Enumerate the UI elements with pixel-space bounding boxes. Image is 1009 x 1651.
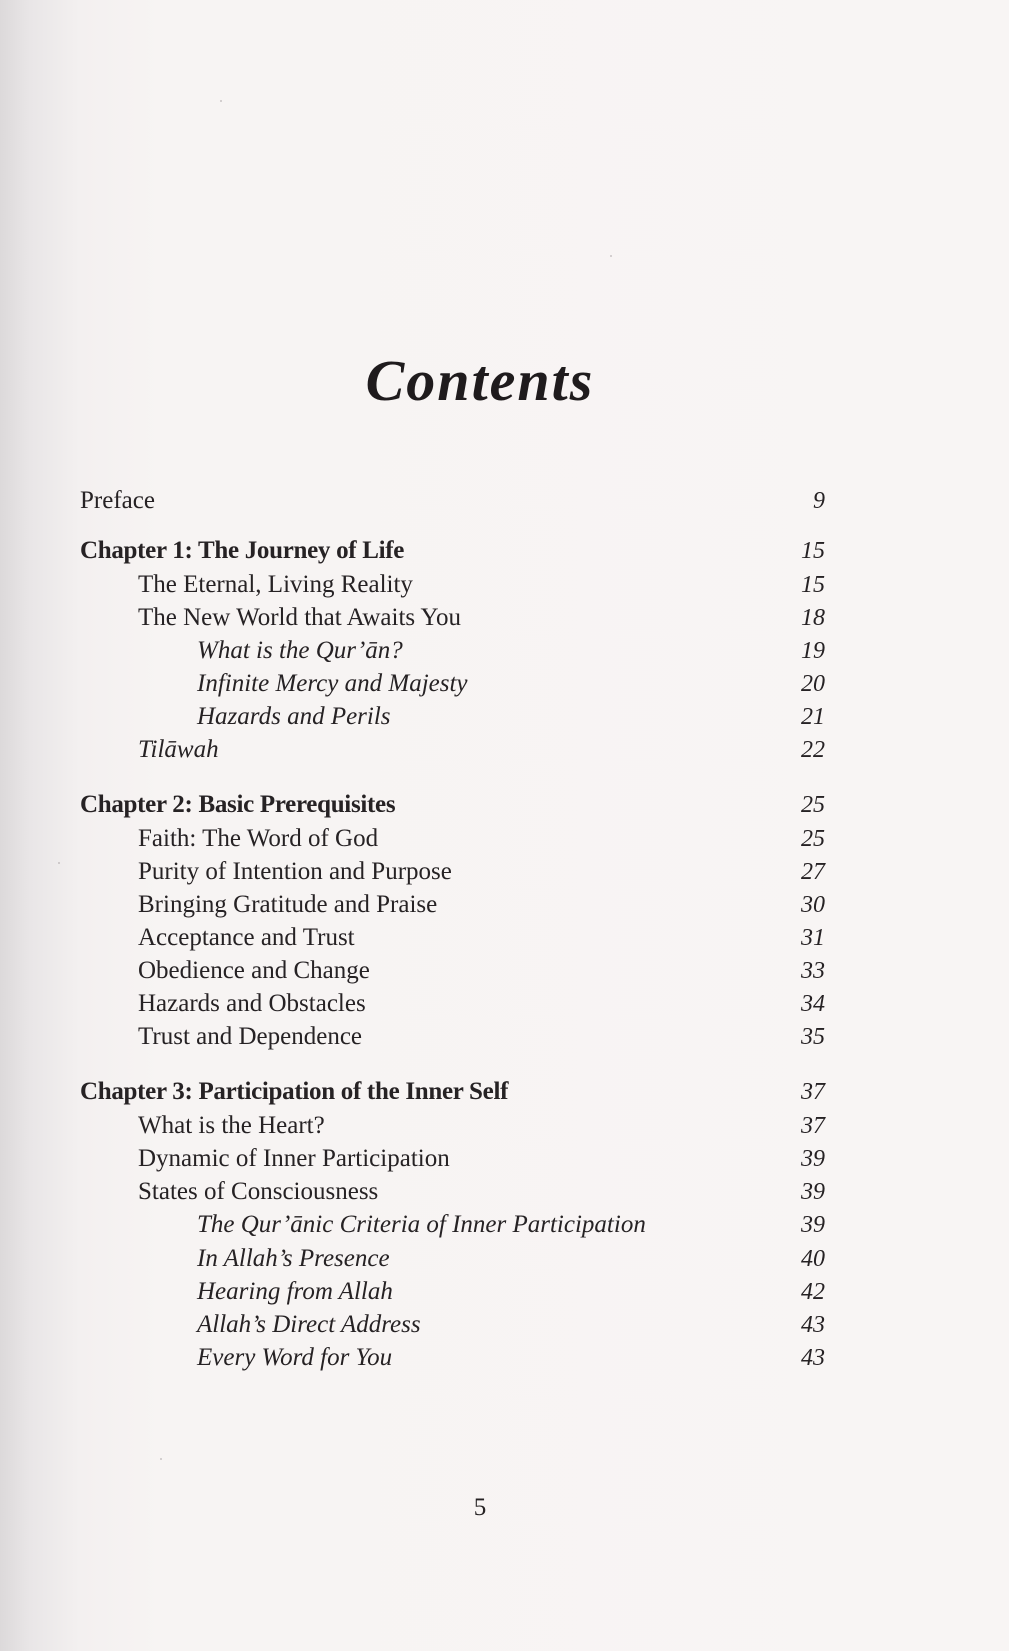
toc-entry-page: 22 <box>801 737 825 763</box>
toc-entry-page: 39 <box>801 1212 825 1238</box>
toc-entry-page: 25 <box>801 792 825 818</box>
toc-entry-title: Acceptance and Trust <box>138 924 355 951</box>
toc-entry-subsection[interactable] <box>197 700 825 734</box>
toc-entry-title: Hazards and Perils <box>197 703 391 730</box>
toc-entry-title: What is the Qur’ān? <box>197 637 403 664</box>
toc-entry-title: Hearing from Allah <box>197 1278 393 1305</box>
toc-entry-section[interactable] <box>138 888 825 922</box>
toc-entry-subsection[interactable] <box>197 1275 825 1309</box>
toc-entry-page: 20 <box>801 671 825 697</box>
toc-entry-page: 21 <box>801 704 825 730</box>
toc-entry-page: 9 <box>813 488 825 514</box>
toc-entry-title: Chapter 2: Basic Prerequisites <box>80 791 396 818</box>
toc-entry-title: Allah’s Direct Address <box>197 1311 421 1338</box>
toc-entry-section[interactable] <box>138 855 825 889</box>
toc-entry-subsection[interactable] <box>197 1308 825 1342</box>
toc-entry-title: Obedience and Change <box>138 957 370 984</box>
toc-entry-page: 33 <box>801 958 825 984</box>
toc-entry-page: 37 <box>801 1079 825 1105</box>
toc-entry-title: What is the Heart? <box>138 1112 325 1139</box>
toc-entry-page: 39 <box>801 1179 825 1205</box>
toc-entry-page: 15 <box>801 572 825 598</box>
toc-entry-title: Bringing Gratitude and Praise <box>138 891 438 918</box>
toc-entry-title: States of Consciousness <box>138 1178 379 1205</box>
toc-entry-title: Chapter 1: The Journey of Life <box>80 537 405 564</box>
toc-entry-chapter[interactable] <box>80 788 825 822</box>
toc-entry-subsection[interactable] <box>197 1341 825 1375</box>
toc-entry-page: 43 <box>801 1312 825 1338</box>
toc-entry-section[interactable] <box>138 1020 825 1054</box>
toc-entry-page: 39 <box>801 1146 825 1172</box>
toc-entry-section[interactable] <box>138 822 825 856</box>
toc-entry-page: 42 <box>801 1279 825 1305</box>
toc-entry-page: 15 <box>801 538 825 564</box>
toc-entry-page: 25 <box>801 826 825 852</box>
toc-entry-title: Hazards and Obstacles <box>138 990 366 1017</box>
toc-entry-title: Tilāwah <box>138 736 219 763</box>
toc-entry-title: Faith: The Word of God <box>138 825 379 852</box>
toc-entry-section-italic[interactable] <box>138 733 825 767</box>
toc-entry-title: The Eternal, Living Reality <box>138 571 413 598</box>
toc-entry-section[interactable] <box>138 601 825 635</box>
toc-entry-section[interactable] <box>138 1109 825 1143</box>
toc-entry-title: Infinite Mercy and Majesty <box>197 670 468 697</box>
toc-entry-page: 30 <box>801 892 825 918</box>
toc-entry-page: 40 <box>801 1246 825 1272</box>
page-title: Contents <box>365 347 595 413</box>
toc-entry-subsection[interactable] <box>197 1208 825 1242</box>
toc-entry-page: 27 <box>801 859 825 885</box>
toc-entry-title: The Qur’ānic Criteria of Inner Participation <box>197 1211 646 1238</box>
toc-entry-title: Purity of Intention and Purpose <box>138 858 452 885</box>
toc-entry-page: 18 <box>801 605 825 631</box>
toc-entry-page: 35 <box>801 1024 825 1050</box>
toc-entry-section[interactable] <box>138 987 825 1021</box>
toc-entry-title: Preface <box>80 487 155 514</box>
toc-entry-section[interactable] <box>138 1175 825 1209</box>
toc-entry-section[interactable] <box>138 1142 825 1176</box>
page-number-folio: 5 <box>473 1494 487 1521</box>
toc-entry-page: 34 <box>801 991 825 1017</box>
toc-entry-page: 31 <box>801 925 825 951</box>
toc-entry-title: In Allah’s Presence <box>197 1245 390 1272</box>
toc-entry-page: 43 <box>801 1345 825 1371</box>
toc-entry-section[interactable] <box>138 954 825 988</box>
toc-entry-front[interactable] <box>80 484 825 518</box>
toc-entry-title: The New World that Awaits You <box>138 604 461 631</box>
toc-entry-subsection[interactable] <box>197 667 825 701</box>
toc-entry-page: 37 <box>801 1113 825 1139</box>
toc-entry-subsection[interactable] <box>197 1242 825 1276</box>
toc-entry-section[interactable] <box>138 568 825 602</box>
toc-entry-title: Every Word for You <box>197 1344 393 1371</box>
toc-entry-section[interactable] <box>138 921 825 955</box>
toc-entry-chapter[interactable] <box>80 534 825 568</box>
toc-entry-title: Dynamic of Inner Participation <box>138 1145 450 1172</box>
toc-entry-title: Trust and Dependence <box>138 1023 363 1050</box>
toc-entry-page: 19 <box>801 638 825 664</box>
toc-entry-title: Chapter 3: Participation of the Inner Self <box>80 1078 509 1105</box>
toc-entry-subsection[interactable] <box>197 634 825 668</box>
toc-entry-chapter[interactable] <box>80 1075 825 1109</box>
